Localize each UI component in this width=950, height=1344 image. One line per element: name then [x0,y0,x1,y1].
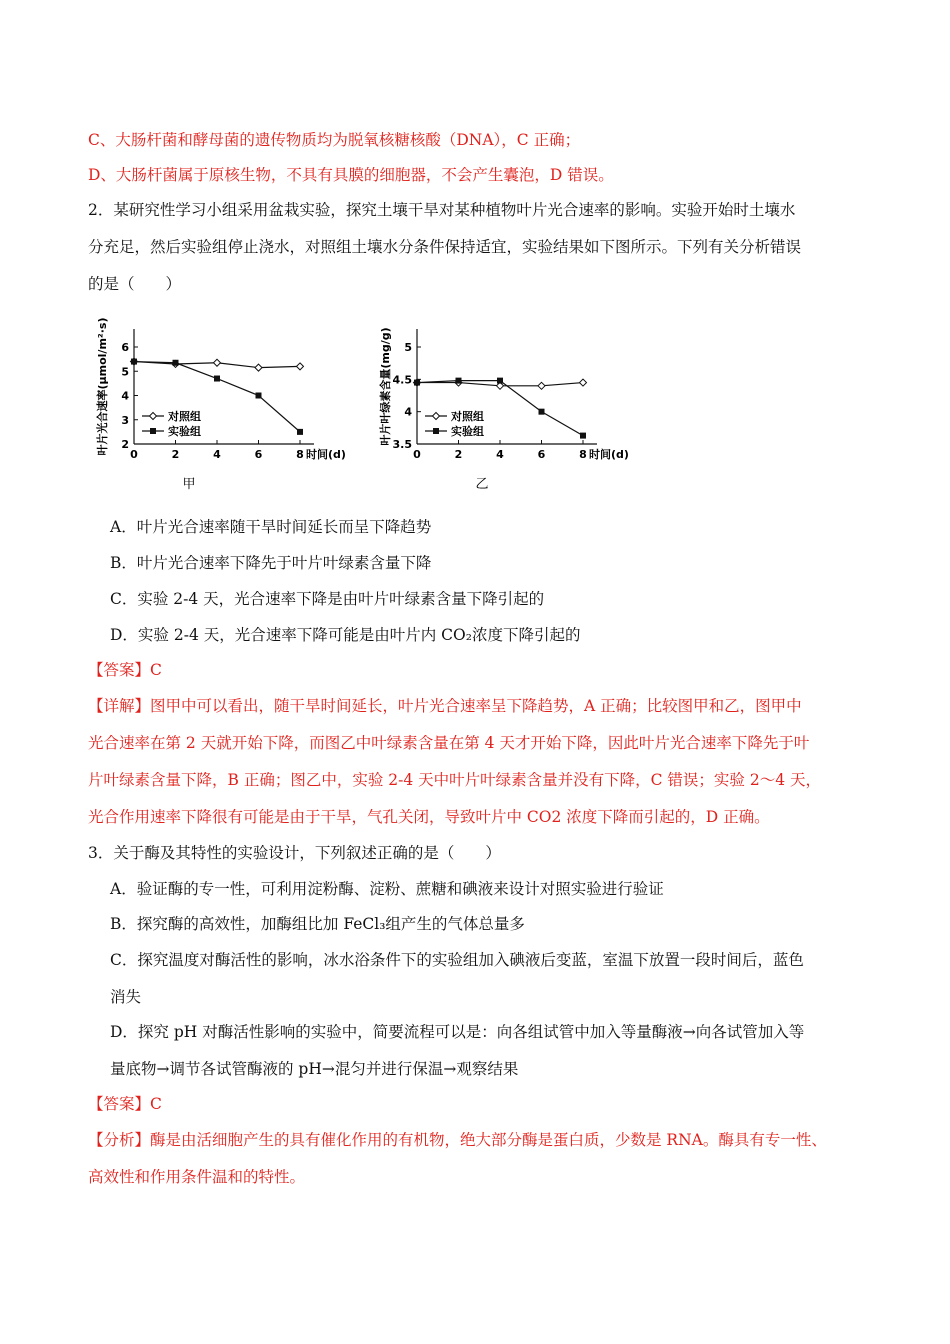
q2-stem-line-1: 2．某研究性学习小组采用盆栽实验，探究土壤干旱对某种植物叶片光合速率的影响。实验开始时土壤水 [88,201,796,219]
data-point-experimental [580,433,586,439]
y-tick-label: 6 [121,341,129,354]
x-tick-label: 0 [130,448,138,461]
chart-caption: 甲 [182,477,196,492]
q2-explanation-line-4: 光合作用速率下降很有可能是由于干旱，气孔关闭，导致叶片中 CO2 浓度下降而引起的，D 正确。 [88,808,770,826]
q3-stem: 3．关于酶及其特性的实验设计，下列叙述正确的是（ ） [88,844,501,862]
q3-option-a: A．验证酶的专一性，可利用淀粉酶、淀粉、蔗糖和碘液来设计对照实验进行验证 [110,880,664,898]
x-axis-label: 时间(d) [589,448,629,461]
data-point-control [297,363,304,370]
data-point-experimental [497,378,503,384]
q2-option-a: A．叶片光合速率随干旱时间延长而呈下降趋势 [110,518,432,536]
q2-option-d: D．实验 2-4 天，光合速率下降可能是由叶片内 CO₂浓度下降引起的 [110,626,581,644]
q3-answer: 【答案】C [88,1095,162,1113]
x-tick-label: 8 [296,448,304,461]
data-point-experimental [456,378,462,384]
data-point-experimental [173,360,179,366]
data-point-control [255,364,262,371]
y-tick-label: 2 [121,438,129,451]
y-tick-label: 5 [121,365,129,379]
legend-marker-control [433,413,440,420]
y-tick-label: 5 [404,341,412,354]
x-tick-label: 4 [213,448,221,461]
chart-caption: 乙 [475,477,489,492]
legend-marker-experimental [150,428,156,434]
q3-option-c-line-2: 消失 [110,988,142,1006]
q3-analysis-line-1: 【分析】酶是由活细胞产生的具有催化作用的有机物，绝大部分酶是蛋白质，少数是 RNA。酶具有专一性、 [88,1131,827,1149]
data-point-experimental [297,429,303,435]
y-tick-label: 4 [404,405,412,419]
legend-marker-control [150,413,157,420]
chart-yi [375,312,655,502]
q2-option-b: B．叶片光合速率下降先于叶片叶绿素含量下降 [110,554,432,572]
y-tick-label: 4.5 [392,373,412,387]
data-point-experimental [131,359,137,365]
x-tick-label: 6 [254,448,263,461]
data-point-experimental [256,393,262,399]
legend-label-control: 对照组 [168,410,201,423]
prev-option-c: C、大肠杆菌和酵母菌的遗传物质均为脱氧核糖核酸（DNA），C 正确； [88,131,581,149]
x-tick-label: 2 [171,448,180,461]
q2-explanation-line-1: 【详解】图甲中可以看出，随干旱时间延长，叶片光合速率呈下降趋势，A 正确；比较图甲和乙，图甲中 [88,697,802,715]
y-tick-label: 4 [121,389,129,403]
q2-explanation-line-3: 片叶绿素含量下降，B 正确；图乙中，实验 2-4 天中叶片叶绿素含量并没有下降，C 错误；实验 2～4 天， [88,771,821,789]
chart-jia [92,312,362,502]
prev-option-d: D、大肠杆菌属于原核生物，不具有具膜的细胞器，不会产生囊泡，D 错误。 [88,166,614,184]
x-axis-label: 时间(d) [306,448,346,461]
data-point-control [538,382,545,389]
legend-label-control: 对照组 [451,410,484,423]
x-tick-label: 2 [454,448,463,461]
y-tick-label: 3.5 [392,438,412,451]
legend-marker-experimental [433,428,439,434]
x-tick-label: 4 [496,448,504,461]
q2-option-c: C．实验 2-4 天，光合速率下降是由叶片叶绿素含量下降引起的 [110,590,545,608]
q2-stem-line-2: 分充足，然后实验组停止浇水，对照组土壤水分条件保持适宜，实验结果如下图所示。下列有关分析错误 [88,238,802,256]
y-axis-label: 叶片光合速率(μmol/m²·s) [96,317,109,456]
data-point-experimental [539,409,545,415]
q3-option-b: B．探究酶的高效性，加酶组比加 FeCl₃组产生的气体总量多 [110,915,525,933]
data-point-control [580,379,587,386]
x-tick-label: 6 [537,448,546,461]
data-point-experimental [414,380,420,386]
data-point-control [214,359,221,366]
data-point-experimental [214,376,220,382]
q3-option-c-line-1: C．探究温度对酶活性的影响，冰水浴条件下的实验组加入碘液后变蓝，室温下放置一段时间后，蓝色 [110,951,804,969]
q2-stem-line-3: 的是（ ） [88,275,182,293]
legend-label-experimental: 实验组 [451,425,484,438]
x-tick-label: 0 [413,448,421,461]
legend-label-experimental: 实验组 [168,425,201,438]
q2-explanation-line-2: 光合速率在第 2 天就开始下降，而图乙中叶绿素含量在第 4 天才开始下降，因此叶片光合速率下降先于叶 [88,734,810,752]
q3-option-d-line-2: 量底物→调节各试管酶液的 pH→混匀并进行保温→观察结果 [110,1060,519,1078]
q2-answer: 【答案】C [88,661,162,679]
x-tick-label: 8 [579,448,587,461]
series-line-experimental [134,362,300,432]
y-tick-label: 3 [121,413,129,427]
q3-option-d-line-1: D．探究 pH 对酶活性影响的实验中，简要流程可以是：向各组试管中加入等量酶液→向各试管加入等 [110,1023,805,1041]
q3-analysis-line-2: 高效性和作用条件温和的特性。 [88,1168,306,1186]
y-axis-label: 叶片叶绿素含量(mg/g) [379,327,392,446]
